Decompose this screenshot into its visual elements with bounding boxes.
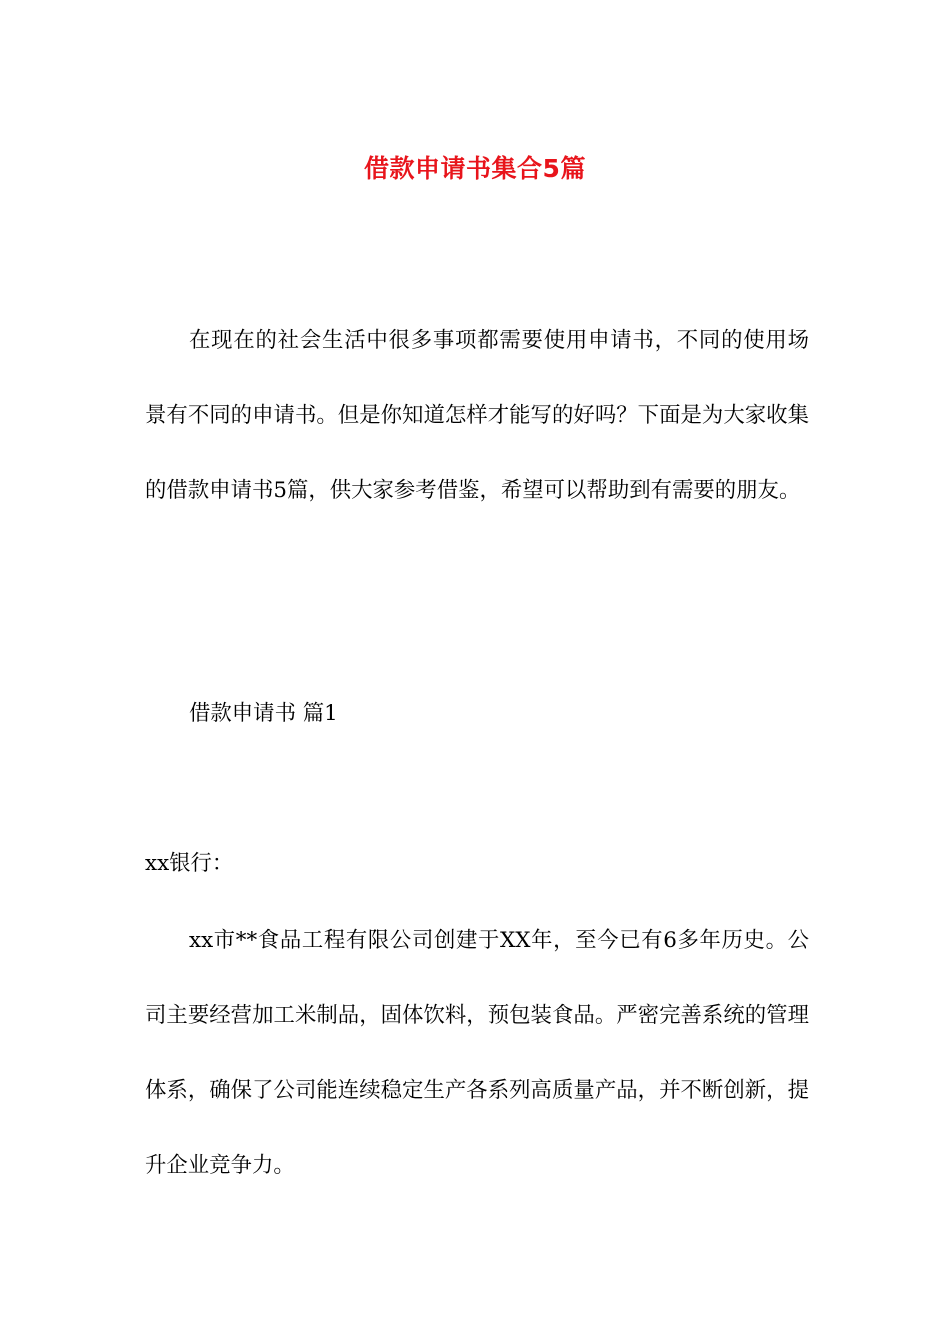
section-heading: 借款申请书 篇1 xyxy=(189,701,338,726)
document-title: 借款申请书集合5篇 xyxy=(364,153,586,183)
body-paragraph: xx市**食品工程有限公司创建于XX年，至今已有6多年历史。公司主要经营加工米制品，固体饮料，预包装食品。严密完善系统的管理体系，确保了公司能连续稳定生产各系列高质量产品，并不断创新，提升企业竞争力。 xyxy=(145,928,809,1178)
salutation: xx银行： xyxy=(145,851,234,876)
intro-paragraph: 在现在的社会生活中很多事项都需要使用申请书，不同的使用场景有不同的申请书。但是你知道怎样才能写的好吗？下面是为大家收集的借款申请书5篇，供大家参考借鉴，希望可以帮助到有需要的朋友。 xyxy=(145,328,809,503)
